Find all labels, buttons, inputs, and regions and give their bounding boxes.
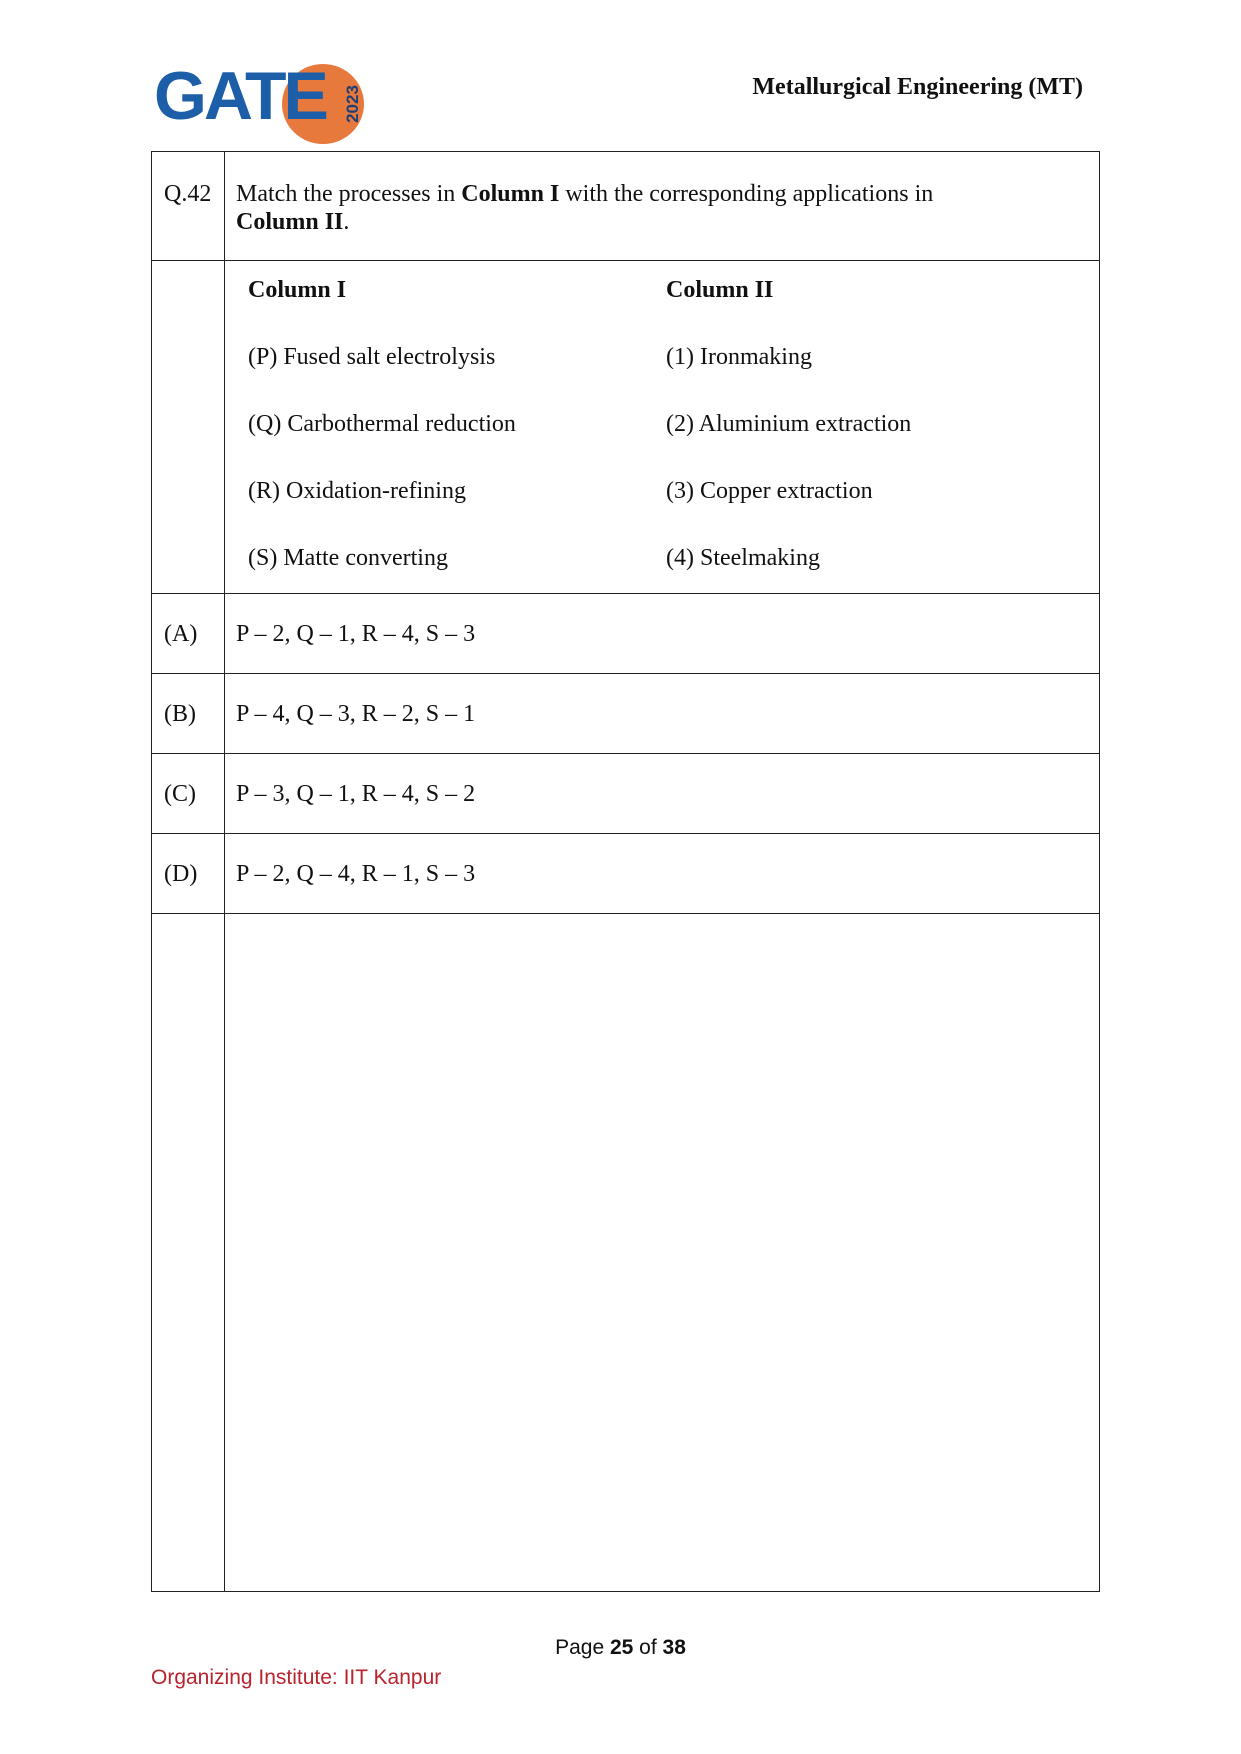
logo-text: GATE bbox=[154, 58, 326, 134]
column2-item: (3) Copper extraction bbox=[666, 478, 873, 504]
column2-heading: Column II bbox=[666, 277, 774, 303]
column1-item: (R) Oxidation-refining bbox=[248, 478, 466, 504]
question-stem: Match the processes in Column I with the corresponding applications in Column II. bbox=[236, 181, 934, 235]
organizing-institute: Organizing Institute: IIT Kanpur bbox=[151, 1666, 442, 1689]
column2-item: (2) Aluminium extraction bbox=[666, 411, 912, 437]
subject-title: Metallurgical Engineering (MT) bbox=[752, 74, 1083, 100]
gate-logo bbox=[154, 56, 364, 142]
column1-heading: Column I bbox=[248, 277, 347, 303]
table-row-divider bbox=[152, 593, 1099, 594]
table-row-divider bbox=[152, 753, 1099, 754]
option-a-label: (A) bbox=[164, 621, 198, 647]
column1-item: (P) Fused salt electrolysis bbox=[248, 344, 496, 370]
option-b-text: P – 4, Q – 3, R – 2, S – 1 bbox=[236, 701, 476, 727]
page-indicator: Page 25 of 38 bbox=[555, 1636, 686, 1659]
question-number: Q.42 bbox=[164, 181, 212, 207]
column2-item: (1) Ironmaking bbox=[666, 344, 812, 370]
option-d-label: (D) bbox=[164, 861, 198, 887]
question-table bbox=[151, 151, 1100, 1592]
table-row-divider bbox=[152, 833, 1099, 834]
option-d-text: P – 2, Q – 4, R – 1, S – 3 bbox=[236, 861, 476, 887]
column1-item: (S) Matte converting bbox=[248, 545, 448, 571]
table-row-divider bbox=[152, 260, 1099, 261]
option-a-text: P – 2, Q – 1, R – 4, S – 3 bbox=[236, 621, 476, 647]
table-column-divider bbox=[224, 152, 225, 1591]
option-c-text: P – 3, Q – 1, R – 4, S – 2 bbox=[236, 781, 476, 807]
column2-item: (4) Steelmaking bbox=[666, 545, 820, 571]
option-c-label: (C) bbox=[164, 781, 196, 807]
option-b-label: (B) bbox=[164, 701, 196, 727]
column1-item: (Q) Carbothermal reduction bbox=[248, 411, 516, 437]
table-row-divider bbox=[152, 673, 1099, 674]
logo-year: 2023 bbox=[343, 85, 363, 123]
table-row-divider bbox=[152, 913, 1099, 914]
